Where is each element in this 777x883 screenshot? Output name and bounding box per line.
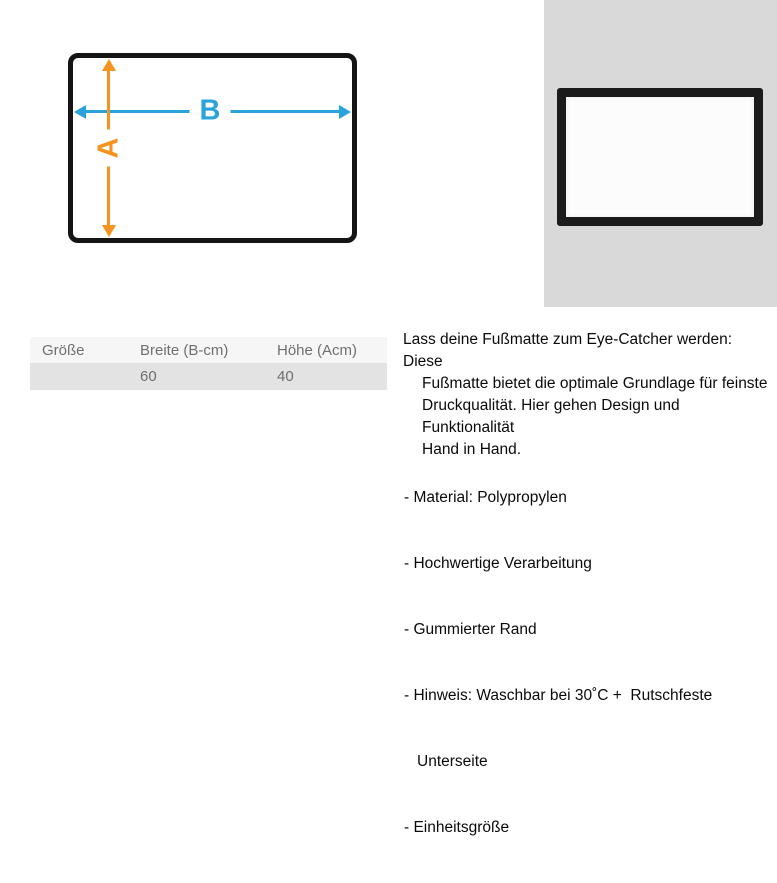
- width-dimension-label: B: [190, 97, 231, 126]
- description-line: Fußmatte bietet die optimale Grundlage für feinste: [422, 375, 768, 392]
- feature-item: - Hochwertige Verarbeitung: [404, 555, 592, 572]
- feature-item: - Gummierter Rand: [404, 621, 537, 638]
- product-image-panel: [544, 0, 777, 307]
- feature-item-continuation: Unterseite: [417, 753, 488, 770]
- product-description: [403, 329, 775, 461]
- size-table-header-breite: Breite (B-cm): [140, 341, 229, 359]
- size-table-header-row: [30, 337, 387, 363]
- size-table-header-hoehe: Höhe (Acm): [277, 341, 358, 359]
- size-value-breite: 60: [140, 368, 157, 385]
- width-arrowhead-right: [339, 105, 351, 119]
- size-table: [30, 337, 387, 390]
- size-table-header-groesse: Größe: [42, 341, 85, 359]
- size-table-row: [30, 363, 387, 390]
- feature-item: - Hinweis: Waschbar bei 30˚C + Rutschfeste: [404, 687, 713, 704]
- description-line: Druckqualität. Hier gehen Design und Funktionalität: [422, 397, 680, 436]
- height-arrowhead-top: [102, 59, 116, 71]
- width-arrowhead-left: [74, 105, 86, 119]
- height-arrowhead-bottom: [102, 225, 116, 237]
- feature-list: [404, 443, 776, 883]
- feature-item: - Material: Polypropylen: [404, 489, 567, 506]
- height-dimension-label: A: [94, 130, 123, 167]
- feature-item: - Einheitsgröße: [404, 819, 510, 836]
- description-line: Lass deine Fußmatte zum Eye-Catcher werden: Diese: [403, 331, 733, 370]
- description-line: Hand in Hand.: [422, 441, 522, 458]
- size-value-hoehe: 40: [277, 368, 294, 385]
- dimension-diagram: [68, 53, 357, 243]
- doormat-preview-image: [557, 88, 763, 226]
